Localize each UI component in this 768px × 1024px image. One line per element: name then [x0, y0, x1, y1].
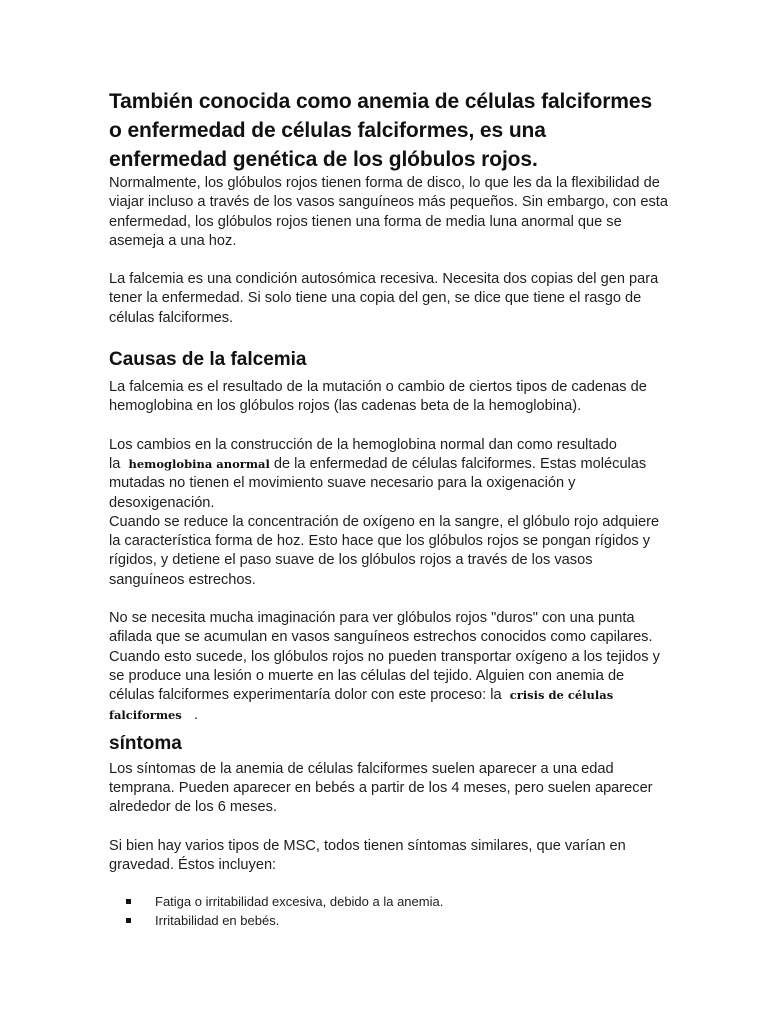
term-crisis-celulas-falciformes: crisis de células falciformes	[109, 688, 614, 722]
causes-paragraph-2-tail: de la enfermedad de células falciformes. Estas moléculas mutadas no tienen el movimiento suave necesario para la oxigenación y desoxigenación.	[109, 455, 647, 511]
causes-heading: Causas de la falcemia	[109, 349, 307, 371]
list-item-label: Irritabilidad en bebés.	[155, 913, 280, 929]
document-body	[109, 87, 669, 930]
intro-paragraph-1: Normalmente, los glóbulos rojos tienen forma de disco, lo que les da la flexibilidad de viajar incluso a través de los vasos sanguíneos más pequeños. Sin embargo, con esta enfermedad, los glóbulos rojos tienen una forma de media luna anormal que se asemeja a una hoz.	[109, 175, 668, 249]
causes-paragraph-3: Cuando se reduce la concentración de oxígeno en la sangre, el glóbulo rojo adquiere la característica forma de hoz. Esto hace que los glóbulos rojos se pongan rígidos y rígidos, y detiene el paso suave de los glóbulos rojos a través de los vasos sanguíneos estrechos.	[109, 513, 660, 588]
term-hemoglobina-anormal: hemoglobina anormal	[128, 456, 270, 471]
list-item	[109, 911, 669, 930]
document-title: También conocida como anemia de células falciformes o enfermedad de células falciformes, es una enfermedad genética de los glóbulos rojos.	[109, 90, 653, 171]
symptoms-heading: síntoma	[109, 732, 182, 754]
causes-paragraph-2	[109, 436, 669, 513]
symptoms-paragraph-1: Los síntomas de la anemia de células falciformes suelen aparecer a una edad temprana. Pueden aparecer en bebés a partir de los 4 meses, pero suelen aparecer alrededor de los 6 meses.	[109, 760, 653, 816]
causes-paragraph-4-lead: No se necesita mucha imaginación para ver glóbulos rojos "duros" con una punta afilada que se acumulan en vasos sanguíneos estrechos conocidos como capilares. Cuando esto sucede, los glóbulos rojos no pueden transportar oxígeno a los tejidos y se produce una lesión o muerte en las células del tejido. Alguien con anemia de células falciformes experimentaría dolor con este proceso: la	[109, 610, 660, 704]
causes-paragraph-1: La falcemia es el resultado de la mutación o cambio de ciertos tipos de cadenas de hemoglobina en los glóbulos rojos (las cadenas beta de la hemoglobina).	[109, 379, 647, 415]
causes-paragraph-4-tail: .	[193, 706, 199, 723]
symptoms-list	[109, 892, 669, 930]
intro-paragraph-2: La falcemia es una condición autosómica recesiva. Necesita dos copias del gen para tener la enfermedad. Si solo tiene una copia del gen, se dice que tiene el rasgo de células falciformes.	[109, 271, 659, 326]
causes-paragraph-2-lead: Los cambios en la construcción de la hemoglobina normal dan como resultado la	[109, 436, 617, 472]
bullet-square-icon	[126, 899, 131, 904]
symptoms-paragraph-2: Si bien hay varios tipos de MSC, todos tienen síntomas similares, que varían en gravedad. Éstos incluyen:	[109, 837, 626, 874]
bullet-square-icon	[126, 918, 131, 923]
list-item-label: Fatiga o irritabilidad excesiva, debido a la anemia.	[155, 894, 444, 910]
causes-paragraph-4	[109, 609, 669, 725]
list-item	[109, 892, 669, 911]
